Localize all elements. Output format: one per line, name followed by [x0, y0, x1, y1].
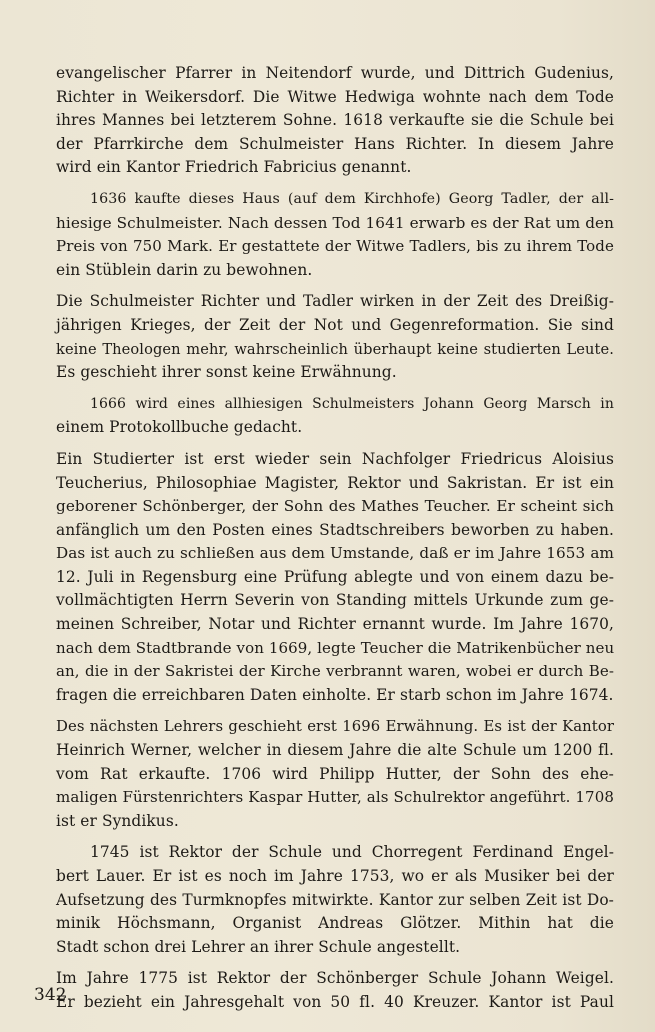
- text-line: Die Schulmeister Richter und Tadler wirken in der Zeit des Dreißig-: [56, 292, 614, 311]
- paragraph: [56, 62, 614, 180]
- text-line: Es geschieht ihrer sonst keine Erwähnung.: [56, 363, 397, 382]
- text-line: 12. Juli in Regensburg eine Prüfung ablegte und von einem dazu be-: [56, 567, 614, 586]
- text-line: Heinrich Werner, welcher in diesem Jahre die alte Schule um 1200 fl.: [56, 741, 614, 760]
- text-line: ein Stüblein darin zu bewohnen.: [56, 260, 313, 279]
- text-line: Stadt schon drei Lehrer an ihrer Schule angestellt.: [56, 937, 461, 956]
- text-line: evangelischer Pfarrer in Neitendorf wurde, und Dittrich Gudenius,: [56, 64, 614, 82]
- text-line: Preis von 750 Mark. Er gestattete der Witwe Tadlers, bis zu ihrem Tode: [56, 237, 614, 256]
- paragraph: [56, 448, 614, 708]
- text-line: 1636 kaufte dieses Haus (auf dem Kirchhofe) Georg Tadler, der all-: [90, 190, 614, 207]
- text-line: 1666 wird eines allhiesigen Schulmeisters Johann Georg Marsch in: [90, 395, 614, 412]
- text-line: Richter in Weikersdorf. Die Witwe Hedwiga wohnte nach dem Tode: [56, 87, 614, 106]
- text-line: vom Rat erkaufte. 1706 wird Philipp Hutter, der Sohn des ehe-: [56, 764, 614, 783]
- paragraph: [56, 290, 614, 384]
- text-line: der Pfarrkirche dem Schulmeister Hans Richter. In diesem Jahre: [56, 134, 614, 153]
- text-line: hiesige Schulmeister. Nach dessen Tod 1641 erwarb es der Rat um den: [56, 213, 614, 232]
- text-line: Er bezieht ein Jahresgehalt von 50 fl. 40 Kreuzer. Kantor ist Paul: [56, 992, 614, 1011]
- text-line: vollmächtigten Herrn Severin von Standing mittels Urkunde zum ge-: [56, 591, 614, 610]
- text-line: jährigen Krieges, der Zeit der Not und Gegenreformation. Sie sind: [56, 315, 614, 334]
- text-line: wird ein Kantor Friedrich Fabricius genannt.: [56, 158, 412, 177]
- text-line: anfänglich um den Posten eines Stadtschreibers beworben zu haben.: [56, 520, 614, 539]
- text-line: Aufsetzung des Turmknopfes mitwirkte. Kantor zur selben Zeit ist Do-: [56, 890, 614, 909]
- text-line: Das ist auch zu schließen aus dem Umstande, daß er im Jahre 1653 am: [56, 544, 614, 563]
- page-number: 342: [34, 985, 67, 1005]
- text-line: keine Theologen mehr, wahrscheinlich überhaupt keine studierten Leute.: [56, 340, 614, 358]
- paragraph: [56, 393, 614, 440]
- paragraph: [56, 967, 614, 1014]
- text-line: Ein Studierter ist erst wieder sein Nachfolger Friedricus Aloisius: [56, 449, 614, 468]
- text-line: fragen die erreichbaren Daten einholte. Er starb schon im Jahre 1674.: [56, 685, 614, 704]
- text-line: minik Höchsmann, Organist Andreas Glötzer. Mithin hat die: [56, 914, 614, 933]
- paragraph: [56, 841, 614, 959]
- text-line: einem Protokollbuche gedacht.: [56, 418, 303, 437]
- text-line: bert Lauer. Er ist es noch im Jahre 1753, wo er als Musiker bei der: [56, 867, 614, 885]
- text-line: ist er Syndikus.: [56, 811, 179, 830]
- text-line: geborener Schönberger, der Sohn des Mathes Teucher. Er scheint sich: [56, 497, 614, 516]
- paragraph: [56, 188, 614, 282]
- text-line: Des nächsten Lehrers geschieht erst 1696 Erwähnung. Es ist der Kantor: [56, 718, 614, 736]
- body-text: [56, 62, 614, 1023]
- text-line: maligen Fürstenrichters Kaspar Hutter, als Schulrektor angeführt. 1708: [56, 788, 614, 807]
- text-line: an, die in der Sakristei der Kirche verbrannt waren, wobei er durch Be-: [56, 662, 614, 681]
- text-line: Im Jahre 1775 ist Rektor der Schönberger Schule Johann Weigel.: [56, 969, 614, 988]
- paragraph: [56, 715, 614, 833]
- text-line: nach dem Stadtbrande von 1669, legte Teucher die Matrikenbücher neu: [56, 638, 615, 657]
- text-line: meinen Schreiber, Notar und Richter ernannt wurde. Im Jahre 1670,: [56, 615, 614, 634]
- text-line: ihres Mannes bei letzterem Sohne. 1618 verkaufte sie die Schule bei: [56, 111, 614, 130]
- text-line: 1745 ist Rektor der Schule und Chorregent Ferdinand Engel-: [90, 843, 614, 862]
- text-line: Teucherius, Philosophiae Magister, Rektor und Sakristan. Er ist ein: [56, 473, 614, 492]
